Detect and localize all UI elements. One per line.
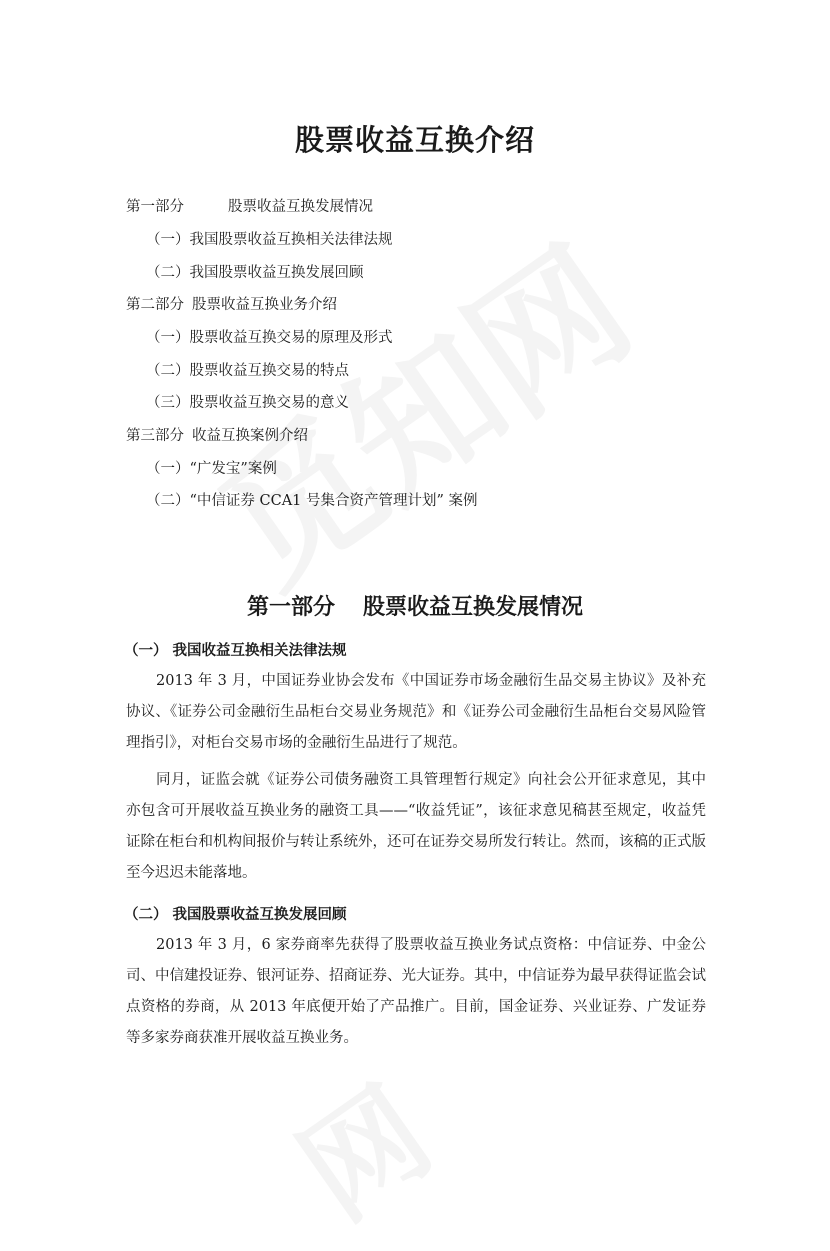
toc-part2-title: 股票收益互换业务介绍 — [192, 297, 337, 313]
toc-item: （二）股票收益互换交易的特点 — [146, 363, 349, 379]
toc-part3-label: 第三部分 — [126, 428, 184, 444]
toc-part2 — [126, 293, 337, 314]
toc-part2-label: 第二部分 — [126, 297, 184, 313]
toc-item: （二）我国股票收益互换发展回顾 — [146, 265, 364, 281]
subsection1-heading: （一） 我国收益互换相关法律法规 — [124, 642, 347, 659]
toc-part1-label: 第一部分 — [126, 199, 184, 215]
section1-heading — [0, 590, 830, 621]
toc-item: （二）“中信证券 CCA1 号集合资产管理计划” 案例 — [146, 493, 478, 509]
toc-part1 — [126, 195, 373, 216]
toc-item: （一）股票收益互换交易的原理及形式 — [146, 330, 393, 346]
watermark-bottom — [262, 1041, 459, 1251]
toc-item: （一）我国股票收益互换相关法律法规 — [146, 232, 393, 248]
subsection2-heading: （二） 我国股票收益互换发展回顾 — [124, 906, 347, 923]
document-title: 股票收益互换介绍 — [294, 123, 535, 157]
toc-item: （一）“广发宝”案例 — [146, 461, 277, 477]
paragraph: 2013 年 3 月，6 家券商率先获得了股票收益互换业务试点资格：中信证券、中金公司、中信建投证券、银河证券、招商证券、光大证券。其中，中信证券为最早获得证监会试点资格的券商，从 2013 年底便开始了产品推广。目前，国金证券、兴业证券、广发证券等多家券商获准开展收益互换业务。 — [126, 937, 706, 1046]
toc-item: （三）股票收益互换交易的意义 — [146, 395, 349, 411]
toc-part3-title: 收益互换案例介绍 — [192, 428, 308, 444]
section1-label: 第一部分 — [246, 594, 335, 620]
paragraph: 同月，证监会就《证券公司债务融资工具管理暂行规定》向社会公开征求意见，其中亦包含可开展收益互换业务的融资工具——“收益凭证”，该征求意见稿甚至规定，收益凭证除在柜台和机构间报价与转让系统外，还可在证券交易所发行转让。然而，该稿的正式版至今迟迟未能落地。 — [126, 772, 706, 881]
toc-part3 — [126, 424, 308, 445]
section1-title: 股票收益互换发展情况 — [363, 594, 584, 620]
toc-part1-title: 股票收益互换发展情况 — [228, 199, 373, 215]
paragraph: 2013 年 3 月，中国证券业协会发布《中国证券市场金融衍生品交易主协议》及补充协议、《证券公司金融衍生品柜台交易业务规范》和《证券公司金融衍生品柜台交易风险管理指引》，对柜台交易市场的金融衍生品进行了规范。 — [126, 673, 706, 751]
